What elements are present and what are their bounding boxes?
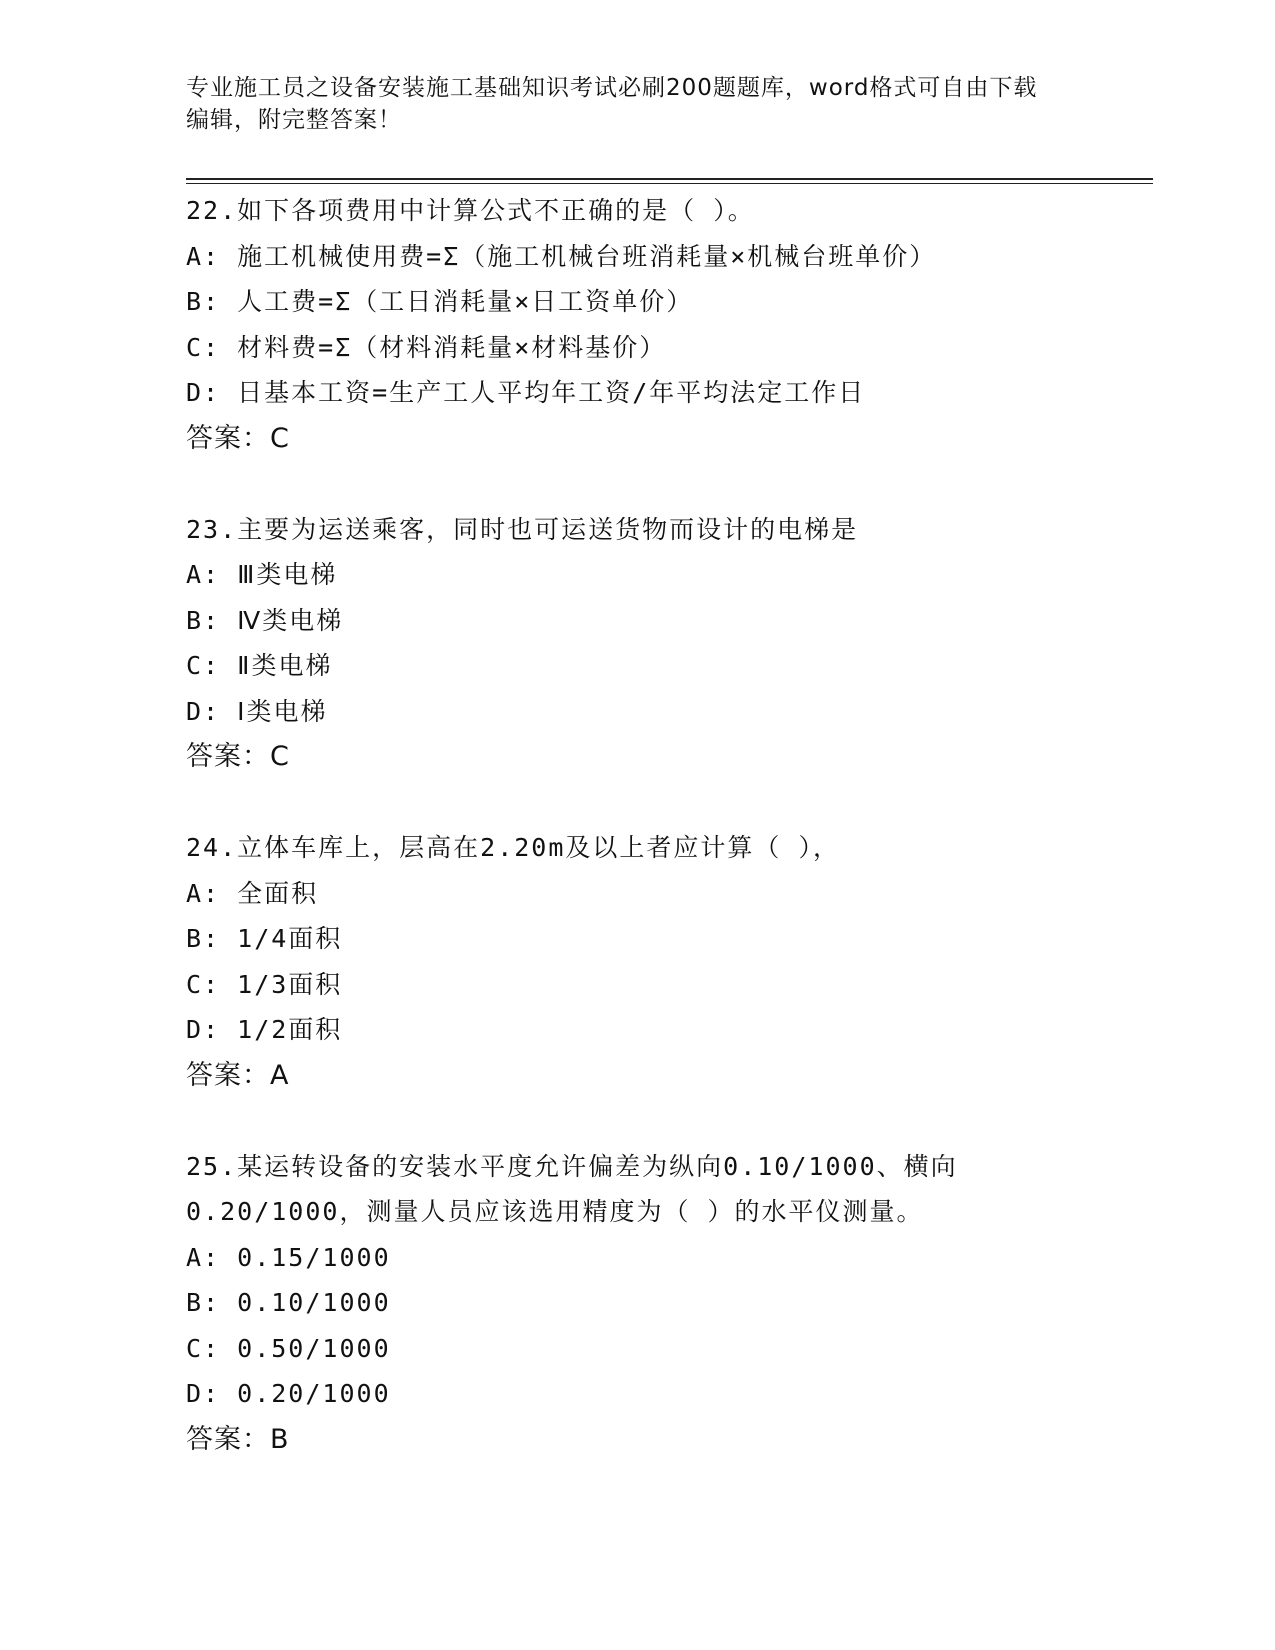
question-stem: 25.某运转设备的安装水平度允许偏差为纵向0.10/1000、横向 xyxy=(186,1151,958,1181)
question-22 xyxy=(186,188,1166,507)
header-divider-thin xyxy=(186,183,1153,184)
header-title-line-1: 专业施工员之设备安装施工基础知识考试必刷200题题库，word格式可自由下载 xyxy=(186,75,1038,101)
document-header xyxy=(186,72,1086,136)
answer-line: 答案：B xyxy=(186,1423,290,1455)
option-b: B: 0.10/1000 xyxy=(186,1288,391,1317)
option-a: A: Ⅲ类电梯 xyxy=(186,560,338,589)
answer-line: 答案：A xyxy=(186,1059,290,1091)
option-d: D: 1/2面积 xyxy=(186,1015,343,1044)
question-23 xyxy=(186,507,1166,826)
option-d: D: Ⅰ类电梯 xyxy=(186,696,328,726)
option-c: C: 0.50/1000 xyxy=(186,1333,391,1363)
option-b: B: Ⅳ类电梯 xyxy=(186,605,344,635)
option-c: C: Ⅱ类电梯 xyxy=(186,651,333,680)
answer-line: 答案：C xyxy=(186,422,290,454)
option-d: D: 0.20/1000 xyxy=(186,1379,391,1408)
header-title-line-2: 编辑，附完整答案！ xyxy=(186,107,402,133)
option-a: A: 施工机械使用费=Σ（施工机械台班消耗量×机械台班单价） xyxy=(186,241,937,271)
question-stem-continued: 0.20/1000，测量人员应该选用精度为（ ）的水平仪测量。 xyxy=(186,1197,924,1226)
header-divider-thick xyxy=(186,178,1153,180)
question-24 xyxy=(186,825,1166,1144)
question-stem: 22.如下各项费用中计算公式不正确的是（ ）。 xyxy=(186,196,755,225)
spacer xyxy=(186,461,1166,507)
question-stem: 24.立体车库上，层高在2.20m及以上者应计算（ ）， xyxy=(186,833,840,862)
option-a: A: 0.15/1000 xyxy=(186,1242,391,1272)
question-stem: 23.主要为运送乘客，同时也可运送货物而设计的电梯是 xyxy=(186,514,859,544)
option-b: B: 人工费=Σ（工日消耗量×日工资单价） xyxy=(186,287,694,316)
answer-line: 答案：C xyxy=(186,741,290,772)
option-c: C: 1/3面积 xyxy=(186,969,343,999)
option-a: A: 全面积 xyxy=(186,878,319,908)
option-d: D: 日基本工资=生产工人平均年工资/年平均法定工作日 xyxy=(186,378,866,407)
spacer xyxy=(186,1098,1166,1144)
option-b: B: 1/4面积 xyxy=(186,924,343,953)
question-list xyxy=(186,188,1166,1462)
question-25 xyxy=(186,1144,1166,1463)
spacer xyxy=(186,780,1166,826)
option-c: C: 材料费=Σ（材料消耗量×材料基价） xyxy=(186,332,667,362)
